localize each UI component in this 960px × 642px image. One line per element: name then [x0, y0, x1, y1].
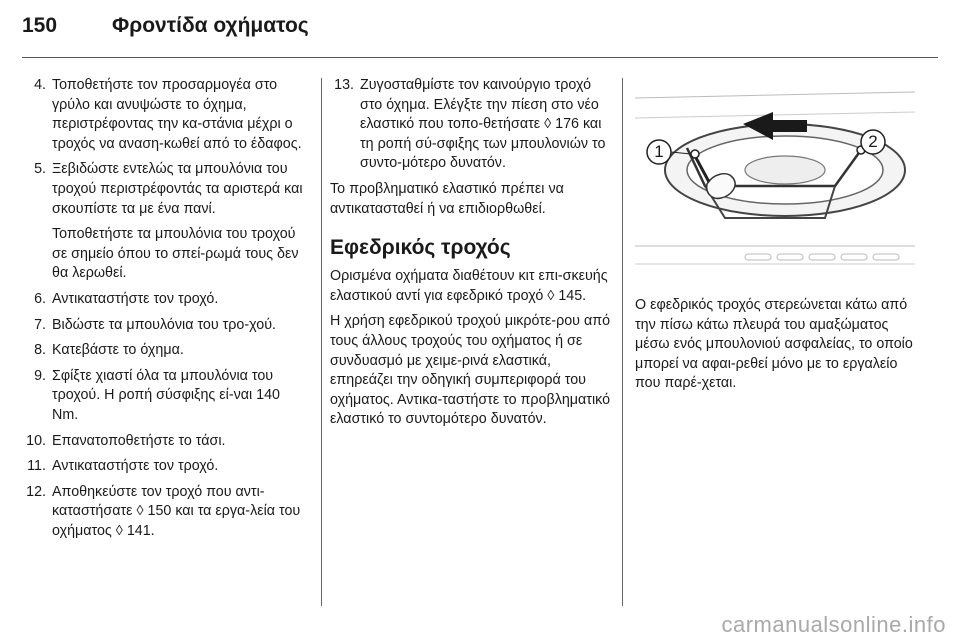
step-5 — [22, 160, 304, 219]
column-3 — [635, 296, 917, 400]
step-text: Τοποθετήστε τον προσαρμογέα στο γρύλο και ανυψώστε το όχημα, περιστρέφοντας την κα-στάνια μέχρι ο τροχός να αναση-κωθεί από το έδαφος. — [52, 77, 302, 152]
step-number: 10. — [26, 432, 46, 449]
column-divider — [321, 78, 322, 606]
step-text: Αντικαταστήστε τον τροχό. — [52, 290, 219, 307]
section-heading: Εφεδρικός τροχός — [330, 236, 511, 260]
page-title: Φροντίδα οχήματος — [112, 14, 309, 37]
page-number: 150 — [22, 14, 58, 37]
step-number: 8. — [34, 342, 46, 359]
callout-1-label: 1 — [654, 142, 664, 161]
step-text: Κατεβάστε το όχημα. — [52, 342, 184, 359]
step-text: Βιδώστε τα μπουλόνια του τρο-χού. — [52, 316, 276, 333]
step-number: 9. — [34, 367, 46, 384]
step-text: Αποθηκεύστε τον τροχό που αντι-καταστήσατε ◊ 150 και τα εργα-λεία του οχήματος ◊ 141. — [52, 483, 301, 539]
step-5-note: Τοποθετήστε τα μπουλόνια του τροχού σε σημείο όπου το σπεί-ρωμά τους δεν θα λερωθεί. — [52, 226, 299, 282]
step-4 — [22, 76, 304, 154]
step-number: 7. — [34, 316, 46, 333]
step-number: 12. — [26, 483, 46, 500]
column-2 — [330, 76, 612, 436]
paragraph: Η χρήση εφεδρικού τροχού μικρότε-ρου από τους άλλους τροχούς του οχήματος ή σε συνδυασμό με χειμε-ρινά ελαστικά, επηρεάζει την οδηγική συμπεριφορά του οχήματος. Αντικα-ταστήστε το προβληματικό ελαστικό το συντομότερο δυνατόν. — [330, 313, 611, 428]
step-number: 5. — [34, 161, 46, 178]
watermark: carmanualsonline.info — [721, 612, 946, 637]
step-11 — [22, 457, 304, 477]
step-9 — [22, 367, 304, 426]
step-number: 4. — [34, 77, 46, 93]
step-text: Σφίξτε χιαστί όλα τα μπουλόνια του τροχού. Η ροπή σύσφιξης εί-ναι 140 Nm. — [52, 367, 281, 423]
step-12 — [22, 483, 304, 542]
paragraph: Ο εφεδρικός τροχός στερεώνεται κάτω από την πίσω κάτω πλευρά του αμαξώματος μέσω ενός μπουλονιού ασφαλείας, το οποίο μπορεί να αφαι-ρεθεί μόνο με το εργαλείο που παρέ-χεται. — [635, 297, 913, 392]
spare-wheel-drawing — [635, 78, 915, 286]
step-number: 13. — [334, 77, 354, 93]
step-text: Αντικαταστήστε τον τροχό. — [52, 458, 219, 475]
step-text: Επανατοποθετήστε το τάσι. — [52, 432, 226, 449]
step-number: 11. — [27, 458, 46, 475]
step-7 — [22, 316, 304, 336]
header-rule — [22, 57, 938, 58]
step-8 — [22, 341, 304, 361]
step-text: Ξεβιδώστε εντελώς τα μπουλόνια του τροχού περιστρέφοντάς τα αριστερά και σκουπίστε τα με ένα πανί. — [52, 161, 303, 217]
step-13 — [330, 76, 612, 174]
step-text: Ζυγοσταθμίστε τον καινούργιο τροχό στο όχημα. Ελέγξτε την πίεση στο νέο ελαστικό που τοπο-θετήσατε ◊ 176 και τη ροπή σύ-σφιξης των μπουλονιών το συντο-μότερο δυνατόν. — [360, 77, 606, 172]
step-number: 6. — [34, 290, 46, 307]
step-10 — [22, 432, 304, 452]
column-divider — [622, 78, 623, 606]
column-1 — [22, 76, 304, 547]
spare-wheel-illustration — [635, 78, 915, 286]
step-6 — [22, 290, 304, 310]
paragraph: Το προβληματικό ελαστικό πρέπει να αντικατασταθεί ή να επιδιορθωθεί. — [330, 180, 564, 217]
paragraph: Ορισμένα οχήματα διαθέτουν κιτ επι-σκευής ελαστικού αντί για εφεδρικό τροχό ◊ 145. — [330, 268, 608, 304]
callout-2-label: 2 — [868, 132, 878, 151]
